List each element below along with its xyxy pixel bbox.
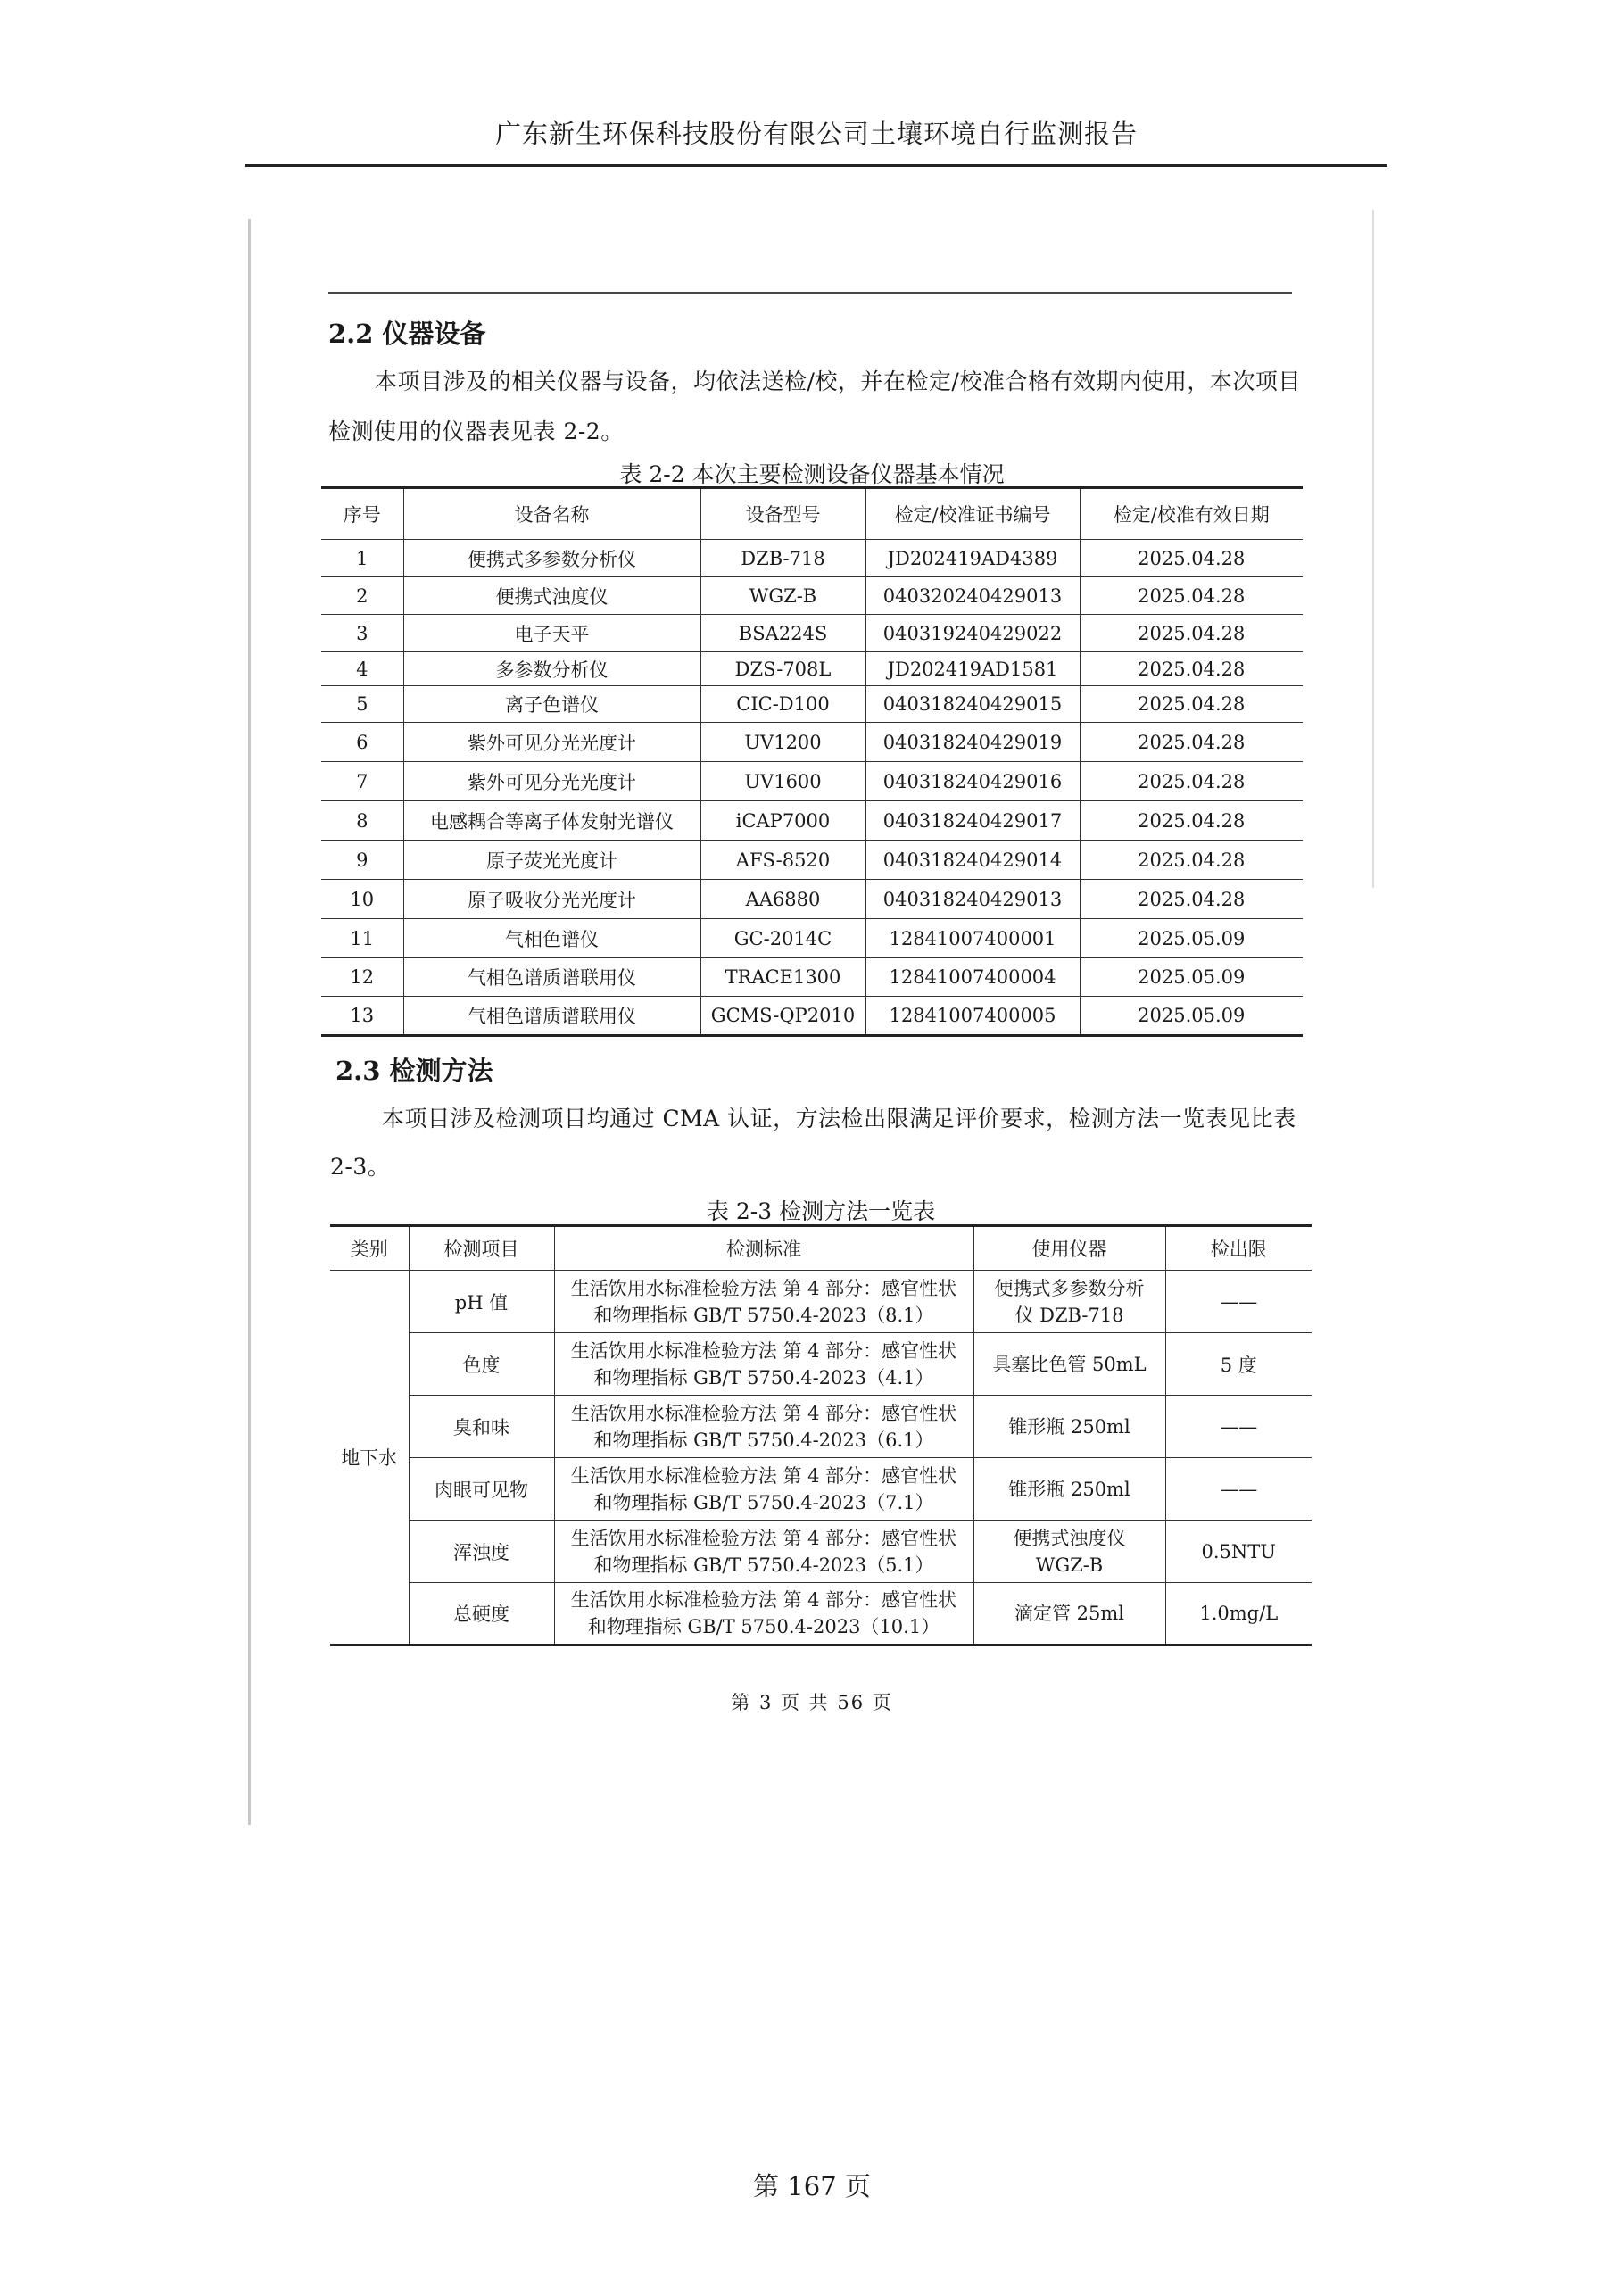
cell-cert: 040318240429016 [865, 762, 1080, 801]
header-cell-name: 设备名称 [403, 488, 700, 540]
cell-index: 3 [321, 615, 403, 652]
cell-model: TRACE1300 [700, 958, 865, 997]
cell-item: 总硬度 [409, 1583, 554, 1645]
table-header-row [321, 488, 1303, 540]
standard-line-1: 生活饮用水标准检验方法 第 4 部分：感官性状 [570, 1527, 957, 1549]
cell-name: 气相色谱质谱联用仪 [403, 997, 700, 1036]
header-cell-cert: 检定/校准证书编号 [865, 488, 1080, 540]
cell-item: 肉眼可见物 [409, 1458, 554, 1521]
cell-instrument: 锥形瓶 250ml [973, 1396, 1165, 1458]
cell-index: 8 [321, 801, 403, 841]
cell-model: AFS-8520 [700, 841, 865, 880]
cell-date: 2025.04.28 [1080, 841, 1303, 880]
instrument-line-2: WGZ-B [1035, 1554, 1104, 1576]
table-row [330, 1271, 1312, 1333]
table-row [330, 1458, 1312, 1521]
standard-line-2: 和物理指标 GB/T 5750.4-2023（8.1） [593, 1304, 934, 1326]
cell-limit: 1.0mg/L [1165, 1583, 1312, 1645]
cell-index: 5 [321, 686, 403, 723]
instrument-line-2: 仪 DZB-718 [1014, 1304, 1124, 1326]
cell-instrument: 具塞比色管 50mL [973, 1333, 1165, 1396]
cell-instrument: 滴定管 25ml [973, 1583, 1165, 1645]
cell-name: 原子荧光光度计 [403, 841, 700, 880]
section-2-2-heading: 2.2 仪器设备 [328, 319, 486, 349]
section-2-2-para-line1: 本项目涉及的相关仪器与设备，均依法送检/校，并在检定/校准合格有效期内使用，本次项目 [375, 369, 1301, 394]
table-row [321, 958, 1303, 997]
cell-index: 10 [321, 880, 403, 919]
standard-line-1: 生活饮用水标准检验方法 第 4 部分：感官性状 [570, 1464, 957, 1487]
table-row [321, 762, 1303, 801]
cell-instrument [973, 1271, 1165, 1333]
standard-line-1: 生活饮用水标准检验方法 第 4 部分：感官性状 [570, 1339, 957, 1362]
cell-limit: 5 度 [1165, 1333, 1312, 1396]
cell-name: 气相色谱质谱联用仪 [403, 958, 700, 997]
cell-date: 2025.04.28 [1080, 540, 1303, 577]
table-2-2-caption: 表 2-2 本次主要检测设备仪器基本情况 [619, 461, 1005, 487]
cell-item: pH 值 [409, 1271, 554, 1333]
cell-name: 紫外可见分光光度计 [403, 723, 700, 762]
cell-cert: 040318240429017 [865, 801, 1080, 841]
cell-model: DZB-718 [700, 540, 865, 577]
standard-line-1: 生活饮用水标准检验方法 第 4 部分：感官性状 [570, 1277, 957, 1299]
header-cell-item: 检测项目 [409, 1226, 554, 1271]
cell-name: 便携式浊度仪 [403, 577, 700, 615]
cell-model: CIC-D100 [700, 686, 865, 723]
cell-date: 2025.04.28 [1080, 577, 1303, 615]
instrument-line-1: 便携式浊度仪 [1013, 1527, 1126, 1549]
table-row [321, 997, 1303, 1036]
cell-cert: 040318240429013 [865, 880, 1080, 919]
cell-name: 多参数分析仪 [403, 652, 700, 686]
table-row [321, 723, 1303, 762]
cell-model: DZS-708L [700, 652, 865, 686]
table-row [321, 801, 1303, 841]
table-row [330, 1333, 1312, 1396]
cell-date: 2025.04.28 [1080, 723, 1303, 762]
method-table [330, 1224, 1312, 1646]
cell-model: WGZ-B [700, 577, 865, 615]
standard-line-2: 和物理指标 GB/T 5750.4-2023（5.1） [593, 1554, 934, 1576]
cell-index: 6 [321, 723, 403, 762]
section-2-2-para-line2: 检测使用的仪器表见表 2-2。 [328, 419, 624, 444]
cell-instrument: 锥形瓶 250ml [973, 1458, 1165, 1521]
header-cell-category: 类别 [330, 1226, 409, 1271]
cell-model: UV1600 [700, 762, 865, 801]
cell-index: 7 [321, 762, 403, 801]
cell-cert: 040319240429022 [865, 615, 1080, 652]
table-row [321, 919, 1303, 958]
table-2-3-caption: 表 2-3 检测方法一览表 [706, 1198, 936, 1224]
cell-model: BSA224S [700, 615, 865, 652]
standard-line-2: 和物理指标 GB/T 5750.4-2023（7.1） [593, 1491, 934, 1513]
cell-index: 13 [321, 997, 403, 1036]
cell-category: 地下水 [330, 1271, 409, 1645]
table-row [330, 1583, 1312, 1645]
report-header-title: 广东新生环保科技股份有限公司土壤环境自行监测报告 [494, 119, 1138, 149]
section-2-3-para-line2: 2-3。 [330, 1154, 391, 1180]
cell-index: 4 [321, 652, 403, 686]
table-row [321, 540, 1303, 577]
cell-name: 电感耦合等离子体发射光谱仪 [403, 801, 700, 841]
cell-name: 原子吸收分光光度计 [403, 880, 700, 919]
cell-date: 2025.04.28 [1080, 762, 1303, 801]
cell-model: AA6880 [700, 880, 865, 919]
cell-cert: 040318240429015 [865, 686, 1080, 723]
instrument-table [321, 486, 1303, 1037]
table-row [330, 1521, 1312, 1583]
cell-name: 紫外可见分光光度计 [403, 762, 700, 801]
cell-cert: 12841007400005 [865, 997, 1080, 1036]
cell-name: 气相色谱仪 [403, 919, 700, 958]
cell-date: 2025.05.09 [1080, 958, 1303, 997]
header-cell-standard: 检测标准 [554, 1226, 973, 1271]
cell-index: 2 [321, 577, 403, 615]
cell-model: GC-2014C [700, 919, 865, 958]
header-rule [245, 164, 1387, 167]
outer-page-number: 第 167 页 [753, 2171, 871, 2201]
cell-limit: —— [1165, 1396, 1312, 1458]
header-cell-index: 序号 [321, 488, 403, 540]
table-header-row [330, 1226, 1312, 1271]
table-row [321, 880, 1303, 919]
cell-model: GCMS-QP2010 [700, 997, 865, 1036]
cell-item: 浑浊度 [409, 1521, 554, 1583]
table-row [321, 841, 1303, 880]
header-cell-limit: 检出限 [1165, 1226, 1312, 1271]
cell-index: 12 [321, 958, 403, 997]
cell-date: 2025.04.28 [1080, 801, 1303, 841]
header-cell-model: 设备型号 [700, 488, 865, 540]
cell-standard [554, 1333, 973, 1396]
standard-line-2: 和物理指标 GB/T 5750.4-2023（4.1） [593, 1366, 934, 1388]
standard-line-1: 生活饮用水标准检验方法 第 4 部分：感官性状 [570, 1402, 957, 1424]
cell-name: 电子天平 [403, 615, 700, 652]
cell-date: 2025.04.28 [1080, 615, 1303, 652]
cell-cert: 12841007400004 [865, 958, 1080, 997]
cell-standard [554, 1521, 973, 1583]
cell-item: 臭和味 [409, 1396, 554, 1458]
cell-limit: —— [1165, 1271, 1312, 1333]
header-cell-instrument: 使用仪器 [973, 1226, 1165, 1271]
cell-name: 便携式多参数分析仪 [403, 540, 700, 577]
standard-line-1: 生活饮用水标准检验方法 第 4 部分：感官性状 [570, 1589, 957, 1611]
cell-cert: 040318240429014 [865, 841, 1080, 880]
cell-cert: 12841007400001 [865, 919, 1080, 958]
cell-date: 2025.04.28 [1080, 686, 1303, 723]
cell-standard [554, 1271, 973, 1333]
section-2-3-heading: 2.3 检测方法 [335, 1056, 493, 1086]
cell-date: 2025.04.28 [1080, 880, 1303, 919]
cell-model: iCAP7000 [700, 801, 865, 841]
cell-index: 11 [321, 919, 403, 958]
cell-instrument [973, 1521, 1165, 1583]
table-row [321, 577, 1303, 615]
cell-cert: JD202419AD1581 [865, 652, 1080, 686]
cell-cert: 040318240429019 [865, 723, 1080, 762]
standard-line-2: 和物理指标 GB/T 5750.4-2023（10.1） [587, 1616, 940, 1637]
table-row [321, 686, 1303, 723]
inner-page-number: 第 3 页 共 56 页 [731, 1692, 893, 1713]
cell-index: 9 [321, 841, 403, 880]
standard-line-2: 和物理指标 GB/T 5750.4-2023（6.1） [593, 1429, 934, 1451]
cell-name: 离子色谱仪 [403, 686, 700, 723]
cell-standard [554, 1583, 973, 1645]
cell-date: 2025.04.28 [1080, 652, 1303, 686]
cell-index: 1 [321, 540, 403, 577]
section-2-3-para-line1: 本项目涉及检测项目均通过 CMA 认证，方法检出限满足评价要求，检测方法一览表见比表 [382, 1106, 1296, 1131]
cell-model: UV1200 [700, 723, 865, 762]
scan-edge-right [1372, 210, 1374, 888]
cell-cert: 040320240429013 [865, 577, 1080, 615]
table-row [330, 1396, 1312, 1458]
instrument-line-1: 便携式多参数分析 [994, 1277, 1145, 1299]
cell-cert: JD202419AD4389 [865, 540, 1080, 577]
header-cell-date: 检定/校准有效日期 [1080, 488, 1303, 540]
table-row [321, 652, 1303, 686]
inner-page-rule [328, 292, 1292, 294]
cell-standard [554, 1458, 973, 1521]
cell-date: 2025.05.09 [1080, 919, 1303, 958]
cell-item: 色度 [409, 1333, 554, 1396]
cell-limit: 0.5NTU [1165, 1521, 1312, 1583]
cell-standard [554, 1396, 973, 1458]
cell-date: 2025.05.09 [1080, 997, 1303, 1036]
scan-edge-left [248, 219, 251, 1825]
cell-limit: —— [1165, 1458, 1312, 1521]
table-row [321, 615, 1303, 652]
